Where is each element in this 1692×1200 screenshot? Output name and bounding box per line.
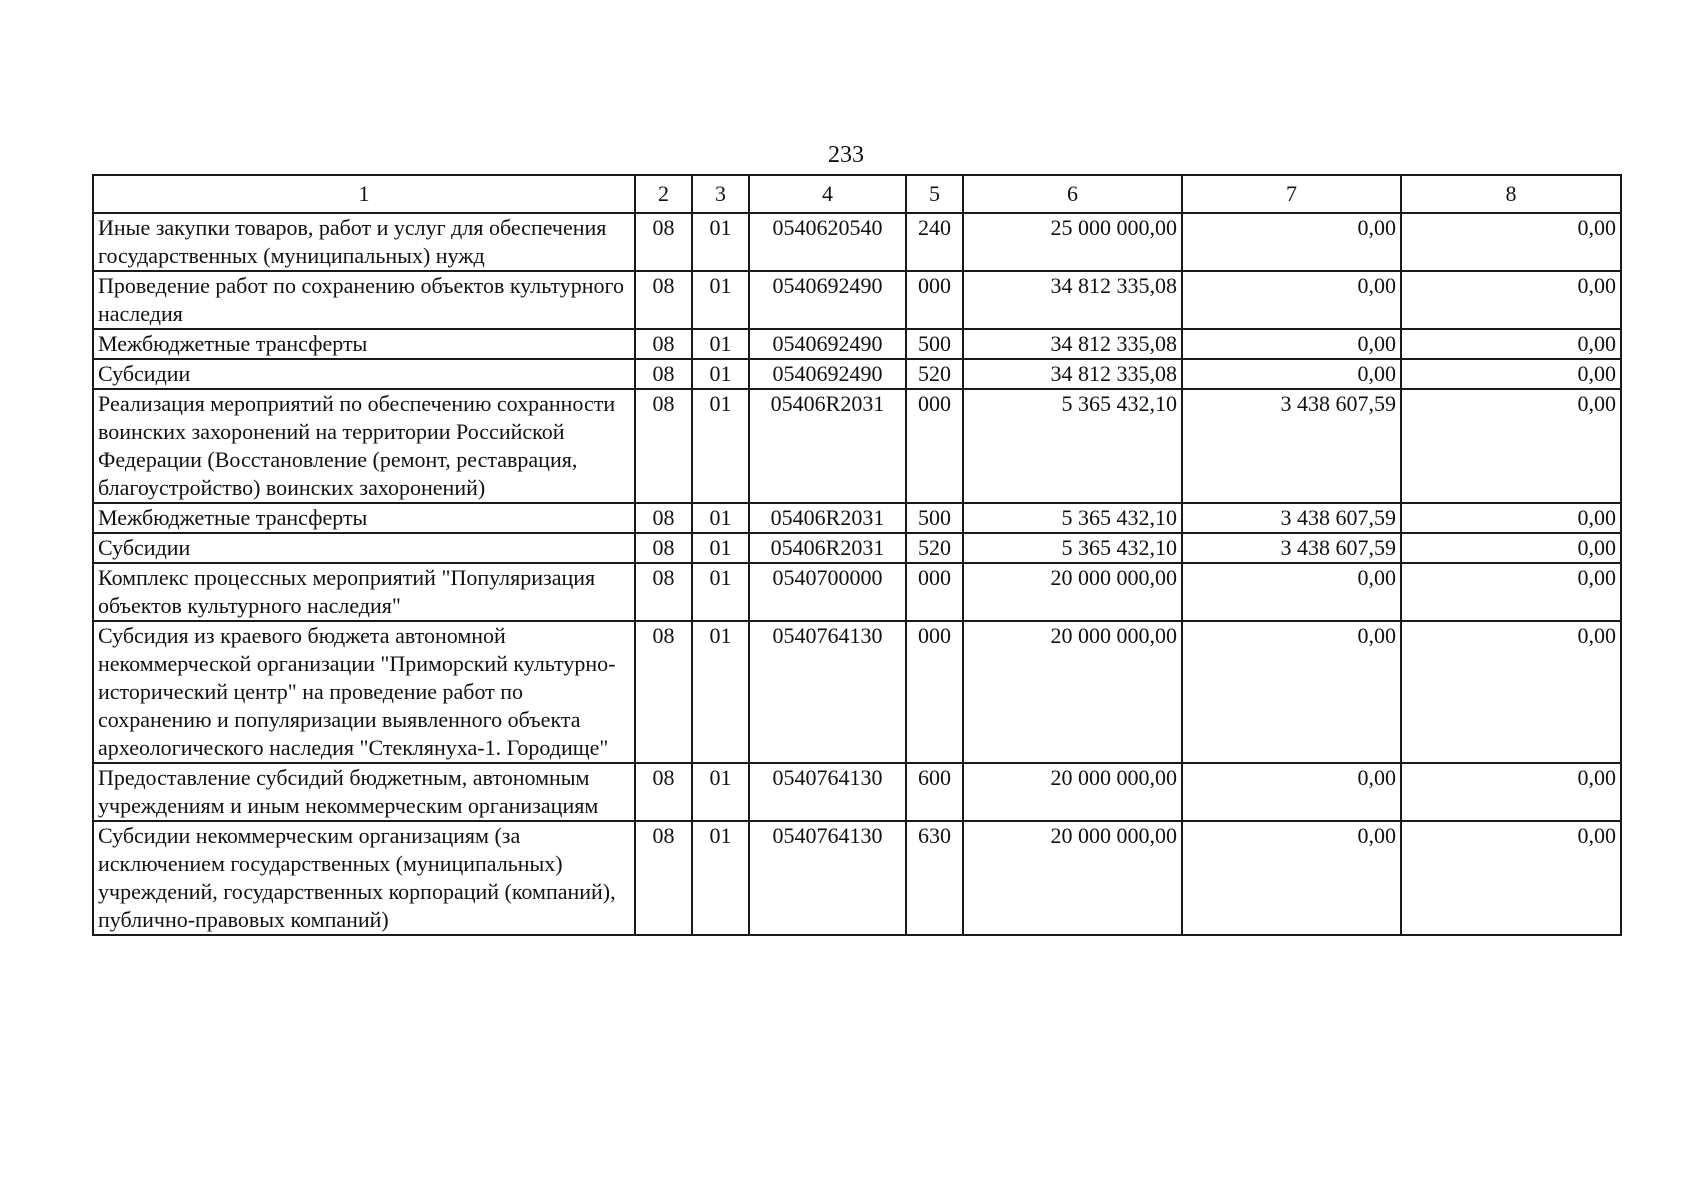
column-header: 2 [635, 175, 692, 213]
table-row [93, 213, 1621, 271]
amount-col7-cell: 3 438 607,59 [1182, 503, 1401, 533]
column-header: 7 [1182, 175, 1401, 213]
row-name-cell: Субсидии [93, 533, 635, 563]
amount-col6-cell: 34 812 335,08 [963, 359, 1182, 389]
amount-col7-cell: 0,00 [1182, 763, 1401, 821]
expense-type-cell: 500 [906, 503, 963, 533]
row-name-cell: Реализация мероприятий по обеспечению сохранности воинских захоронений на территории Российской Федерации (Восстановление (ремонт, реставрация, благоустройство) воинских захоронений) [93, 389, 635, 503]
table-row [93, 271, 1621, 329]
table-row [93, 533, 1621, 563]
amount-col7-cell: 3 438 607,59 [1182, 533, 1401, 563]
amount-col7-cell: 0,00 [1182, 213, 1401, 271]
amount-col6-cell: 34 812 335,08 [963, 329, 1182, 359]
row-name-cell: Субсидия из краевого бюджета автономной некоммерческой организации "Приморский культурно-исторический центр" на проведение работ по сохранению и популяризации выявленного объекта археологического наследия "Стеклянуха-1. Городище" [93, 621, 635, 763]
amount-col6-cell: 5 365 432,10 [963, 533, 1182, 563]
amount-col7-cell: 0,00 [1182, 621, 1401, 763]
section-code-cell: 08 [635, 533, 692, 563]
header-row [93, 175, 1621, 213]
target-article-cell: 0540692490 [749, 329, 906, 359]
expense-type-cell: 630 [906, 821, 963, 935]
subsection-code-cell: 01 [692, 389, 749, 503]
amount-col6-cell: 20 000 000,00 [963, 821, 1182, 935]
expense-type-cell: 000 [906, 563, 963, 621]
section-code-cell: 08 [635, 763, 692, 821]
section-code-cell: 08 [635, 271, 692, 329]
column-header: 6 [963, 175, 1182, 213]
target-article-cell: 0540620540 [749, 213, 906, 271]
amount-col8-cell: 0,00 [1401, 503, 1621, 533]
subsection-code-cell: 01 [692, 271, 749, 329]
column-header: 3 [692, 175, 749, 213]
amount-col7-cell: 0,00 [1182, 563, 1401, 621]
amount-col7-cell: 0,00 [1182, 329, 1401, 359]
amount-col6-cell: 25 000 000,00 [963, 213, 1182, 271]
amount-col8-cell: 0,00 [1401, 213, 1621, 271]
expense-type-cell: 000 [906, 271, 963, 329]
target-article-cell: 0540692490 [749, 359, 906, 389]
subsection-code-cell: 01 [692, 563, 749, 621]
column-header: 5 [906, 175, 963, 213]
target-article-cell: 0540764130 [749, 763, 906, 821]
expense-type-cell: 520 [906, 359, 963, 389]
table-body [93, 213, 1621, 935]
column-header: 8 [1401, 175, 1621, 213]
amount-col7-cell: 0,00 [1182, 271, 1401, 329]
table-row [93, 563, 1621, 621]
amount-col8-cell: 0,00 [1401, 359, 1621, 389]
row-name-cell: Субсидии некоммерческим организациям (за исключением государственных (муниципальных) учреждений, государственных корпораций (компаний), публично-правовых компаний) [93, 821, 635, 935]
amount-col8-cell: 0,00 [1401, 533, 1621, 563]
amount-col8-cell: 0,00 [1401, 563, 1621, 621]
amount-col8-cell: 0,00 [1401, 621, 1621, 763]
row-name-cell: Межбюджетные трансферты [93, 503, 635, 533]
row-name-cell: Субсидии [93, 359, 635, 389]
table-row [93, 329, 1621, 359]
expense-type-cell: 600 [906, 763, 963, 821]
column-header: 1 [93, 175, 635, 213]
amount-col6-cell: 20 000 000,00 [963, 621, 1182, 763]
row-name-cell: Иные закупки товаров, работ и услуг для обеспечения государственных (муниципальных) нужд [93, 213, 635, 271]
expense-type-cell: 000 [906, 621, 963, 763]
amount-col6-cell: 34 812 335,08 [963, 271, 1182, 329]
column-header: 4 [749, 175, 906, 213]
amount-col8-cell: 0,00 [1401, 271, 1621, 329]
subsection-code-cell: 01 [692, 621, 749, 763]
table-row [93, 821, 1621, 935]
amount-col8-cell: 0,00 [1401, 763, 1621, 821]
table-row [93, 503, 1621, 533]
expense-type-cell: 520 [906, 533, 963, 563]
expense-type-cell: 500 [906, 329, 963, 359]
table-row [93, 621, 1621, 763]
section-code-cell: 08 [635, 213, 692, 271]
section-code-cell: 08 [635, 821, 692, 935]
subsection-code-cell: 01 [692, 329, 749, 359]
amount-col6-cell: 5 365 432,10 [963, 389, 1182, 503]
target-article-cell: 0540764130 [749, 621, 906, 763]
row-name-cell: Межбюджетные трансферты [93, 329, 635, 359]
subsection-code-cell: 01 [692, 533, 749, 563]
amount-col8-cell: 0,00 [1401, 329, 1621, 359]
table-row [93, 763, 1621, 821]
amount-col6-cell: 20 000 000,00 [963, 763, 1182, 821]
amount-col8-cell: 0,00 [1401, 389, 1621, 503]
section-code-cell: 08 [635, 389, 692, 503]
section-code-cell: 08 [635, 503, 692, 533]
target-article-cell: 05406R2031 [749, 503, 906, 533]
target-article-cell: 05406R2031 [749, 533, 906, 563]
amount-col7-cell: 0,00 [1182, 821, 1401, 935]
section-code-cell: 08 [635, 563, 692, 621]
subsection-code-cell: 01 [692, 213, 749, 271]
target-article-cell: 0540764130 [749, 821, 906, 935]
row-name-cell: Комплекс процессных мероприятий "Популяризация объектов культурного наследия" [93, 563, 635, 621]
section-code-cell: 08 [635, 359, 692, 389]
subsection-code-cell: 01 [692, 821, 749, 935]
subsection-code-cell: 01 [692, 359, 749, 389]
target-article-cell: 0540700000 [749, 563, 906, 621]
subsection-code-cell: 01 [692, 503, 749, 533]
amount-col6-cell: 20 000 000,00 [963, 563, 1182, 621]
target-article-cell: 05406R2031 [749, 389, 906, 503]
row-name-cell: Предоставление субсидий бюджетным, автономным учреждениям и иным некоммерческим организациям [93, 763, 635, 821]
table-row [93, 359, 1621, 389]
table-row [93, 389, 1621, 503]
expense-type-cell: 240 [906, 213, 963, 271]
budget-table [92, 174, 1622, 936]
subsection-code-cell: 01 [692, 763, 749, 821]
section-code-cell: 08 [635, 329, 692, 359]
target-article-cell: 0540692490 [749, 271, 906, 329]
page-number: 233 [828, 142, 864, 168]
row-name-cell: Проведение работ по сохранению объектов культурного наследия [93, 271, 635, 329]
section-code-cell: 08 [635, 621, 692, 763]
amount-col7-cell: 0,00 [1182, 359, 1401, 389]
amount-col6-cell: 5 365 432,10 [963, 503, 1182, 533]
amount-col8-cell: 0,00 [1401, 821, 1621, 935]
amount-col7-cell: 3 438 607,59 [1182, 389, 1401, 503]
expense-type-cell: 000 [906, 389, 963, 503]
